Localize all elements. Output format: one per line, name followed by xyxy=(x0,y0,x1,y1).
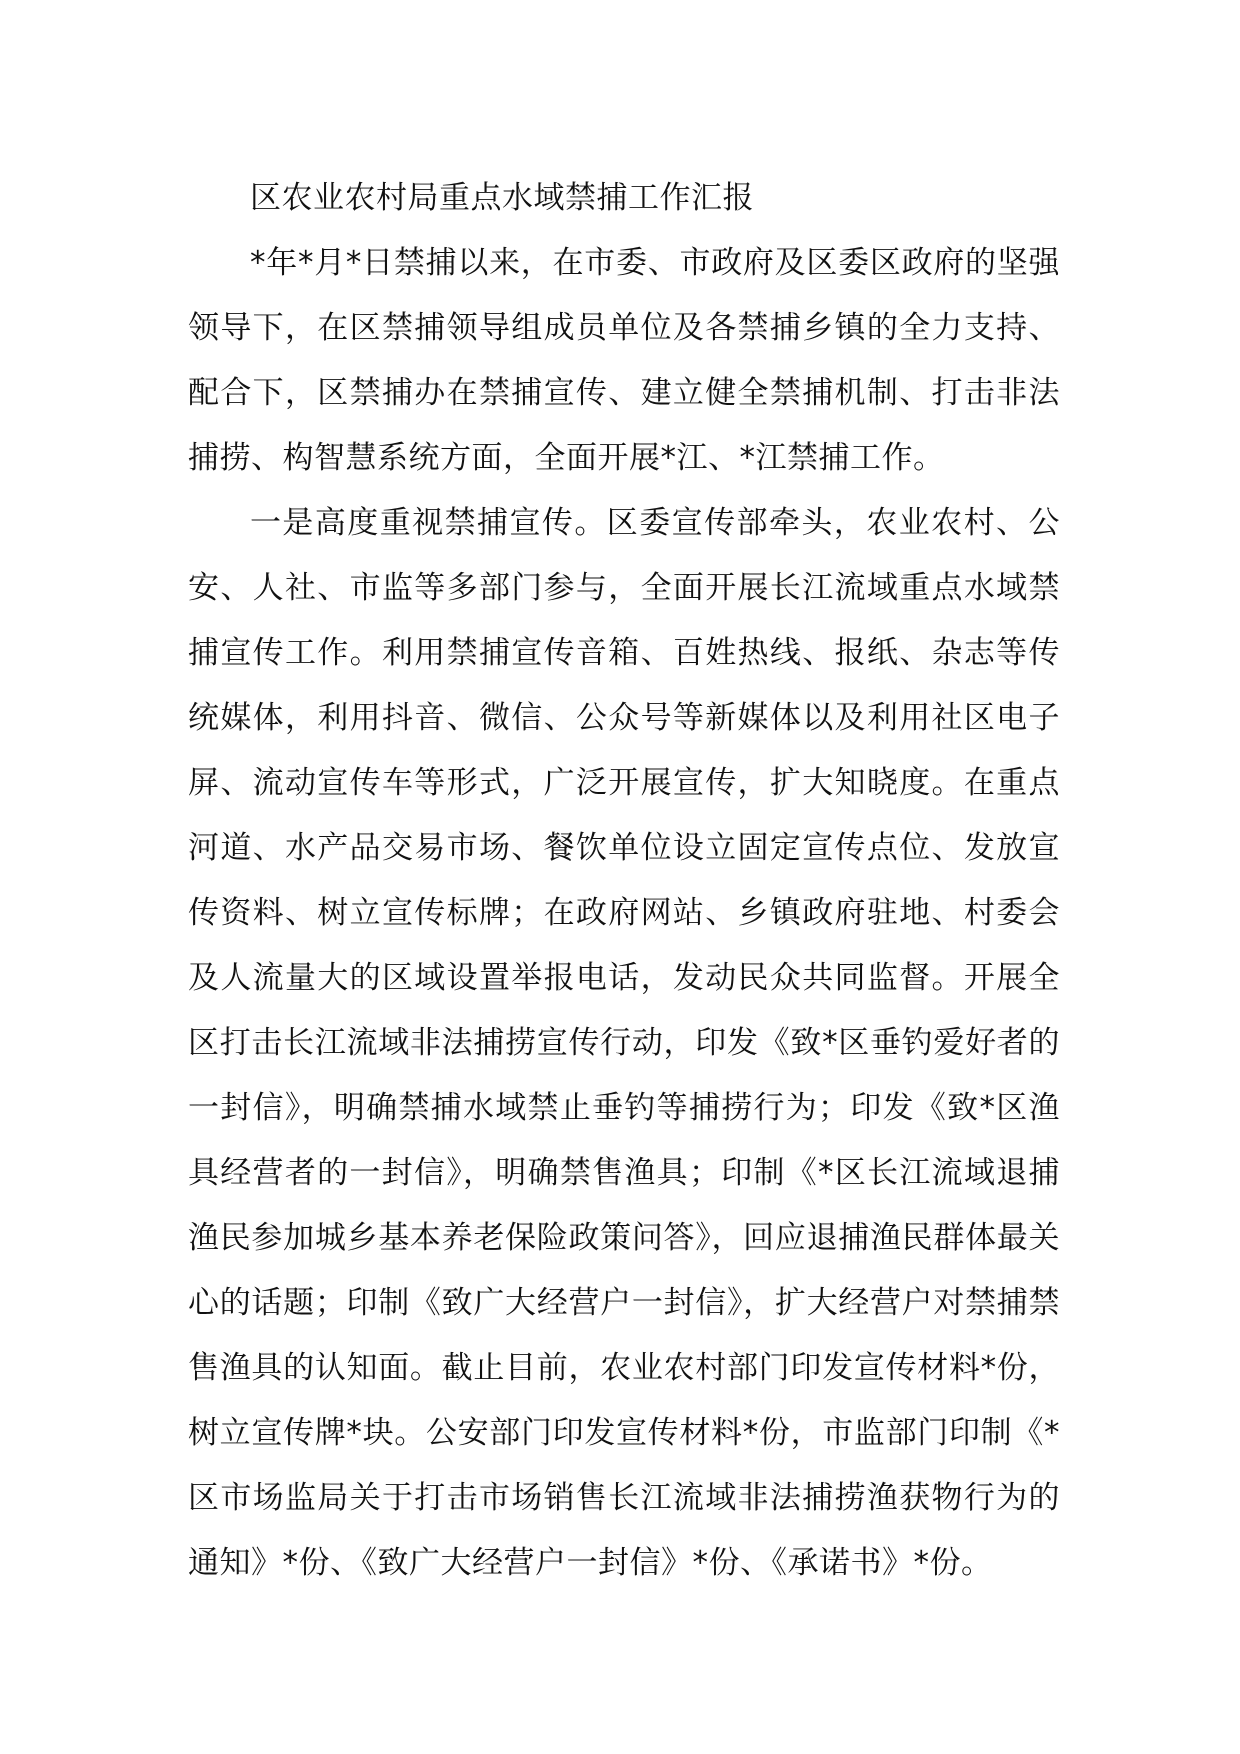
document-body xyxy=(188,166,1060,1596)
paragraph-publicity: 一是高度重视禁捕宣传。区委宣传部牵头，农业农村、公安、人社、市监等多部门参与，全面开展长江流域重点水域禁捕宣传工作。利用禁捕宣传音箱、百姓热线、报纸、杂志等传统媒体，利用抖音、微信、公众号等新媒体以及利用社区电子屏、流动宣传车等形式，广泛开展宣传，扩大知晓度。在重点河道、水产品交易市场、餐饮单位设立固定宣传点位、发放宣传资料、树立宣传标牌；在政府网站、乡镇政府驻地、村委会及人流量大的区域设置举报电话，发动民众共同监督。开展全区打击长江流域非法捕捞宣传行动，印发《致*区垂钓爱好者的一封信》，明确禁捕水域禁止垂钓等捕捞行为；印发《致*区渔具经营者的一封信》，明确禁售渔具；印制《*区长江流域退捕渔民参加城乡基本养老保险政策问答》，回应退捕渔民群体最关心的话题；印制《致广大经营户一封信》，扩大经营户对禁捕禁售渔具的认知面。截止目前，农业农村部门印发宣传材料*份，树立宣传牌*块。公安部门印发宣传材料*份，市监部门印制《*区市场监局关于打击市场销售长江流域非法捕捞渔获物行为的通知》*份、《致广大经营户一封信》*份、《承诺书》*份。 xyxy=(188,505,1060,1581)
document-title: 区农业农村局重点水域禁捕工作汇报 xyxy=(250,180,754,216)
paragraph-intro: *年*月*日禁捕以来，在市委、市政府及区委区政府的坚强领导下，在区禁捕领导组成员单位及各禁捕乡镇的全力支持、配合下，区禁捕办在禁捕宣传、建立健全禁捕机制、打击非法捕捞、构智慧系统方面，全面开展*江、*江禁捕工作。 xyxy=(188,245,1060,476)
